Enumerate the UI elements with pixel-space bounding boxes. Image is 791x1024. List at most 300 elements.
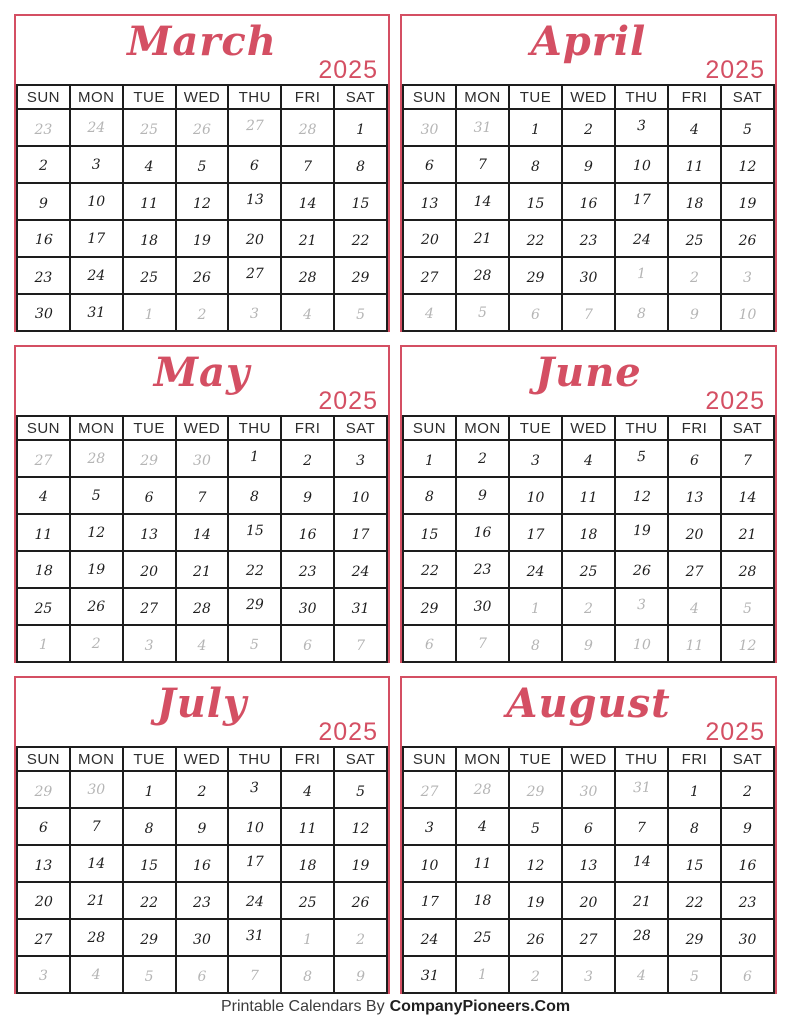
month-title: April	[530, 18, 647, 65]
day-number: 20	[579, 895, 598, 911]
week-row	[403, 882, 774, 919]
day-number: 15	[526, 196, 545, 212]
day-cell	[70, 146, 123, 183]
week-row	[17, 808, 387, 845]
day-cell	[334, 183, 387, 220]
day-cell	[509, 588, 562, 625]
day-cell	[562, 551, 615, 588]
month-title: June	[535, 349, 642, 396]
day-cell	[721, 440, 774, 477]
day-cell	[509, 514, 562, 551]
day-number: 29	[351, 270, 370, 286]
day-number: 8	[356, 159, 365, 175]
day-cell	[509, 771, 562, 808]
month-title: March	[127, 18, 277, 65]
day-cell	[123, 514, 176, 551]
day-header-row	[17, 747, 387, 771]
day-number: 10	[420, 858, 439, 874]
day-cell	[70, 625, 123, 662]
day-cell	[509, 625, 562, 662]
day-cell	[721, 514, 774, 551]
day-cell	[334, 845, 387, 882]
day-number: 12	[351, 821, 370, 837]
day-cell	[281, 294, 334, 331]
day-number: 1	[690, 784, 699, 800]
day-number: 21	[298, 233, 317, 249]
day-cell	[668, 588, 721, 625]
day-number: 11	[685, 638, 704, 654]
day-number: 1	[144, 307, 154, 323]
day-cell	[456, 146, 509, 183]
day-cell	[509, 294, 562, 331]
day-cell	[668, 294, 721, 331]
day-number: 15	[140, 858, 159, 874]
day-cell	[456, 956, 509, 993]
day-cell	[228, 514, 281, 551]
day-number: 27	[140, 601, 159, 617]
day-header: MON	[456, 747, 509, 771]
day-cell	[228, 477, 281, 514]
day-number: 5	[356, 784, 365, 800]
day-header: FRI	[281, 85, 334, 109]
day-number: 31	[632, 779, 651, 797]
day-number: 11	[685, 159, 704, 175]
day-cell	[17, 808, 70, 845]
day-cell	[615, 220, 668, 257]
day-cell	[123, 845, 176, 882]
day-number: 12	[738, 638, 757, 654]
day-cell	[562, 146, 615, 183]
day-cell	[334, 109, 387, 146]
day-cell	[70, 771, 123, 808]
day-number: 25	[685, 233, 704, 249]
day-cell	[668, 477, 721, 514]
day-number: 3	[38, 967, 49, 985]
day-number: 26	[193, 270, 211, 286]
day-cell	[721, 109, 774, 146]
day-number: 28	[298, 270, 317, 286]
day-number: 3	[531, 453, 540, 469]
day-header: SAT	[721, 85, 774, 109]
week-row	[403, 956, 774, 993]
day-cell	[403, 183, 456, 220]
day-cell	[615, 183, 668, 220]
day-number: 10	[87, 194, 106, 210]
week-row	[403, 845, 774, 882]
day-cell	[334, 146, 387, 183]
day-number: 6	[531, 307, 540, 323]
month-header	[16, 347, 388, 415]
day-number: 30	[579, 270, 598, 286]
day-cell	[615, 919, 668, 956]
day-number: 27	[34, 932, 53, 948]
day-number: 4	[584, 453, 593, 469]
day-cell	[123, 551, 176, 588]
week-row	[17, 919, 387, 956]
day-cell	[403, 771, 456, 808]
day-number: 10	[245, 819, 264, 837]
day-number: 12	[87, 525, 106, 541]
day-cell	[509, 183, 562, 220]
day-cell	[70, 845, 123, 882]
day-cell	[70, 919, 123, 956]
day-cell	[721, 183, 774, 220]
day-header: THU	[228, 747, 281, 771]
day-number: 5	[636, 448, 647, 466]
day-number: 6	[424, 157, 435, 175]
day-header: FRI	[281, 416, 334, 440]
day-cell	[615, 257, 668, 294]
day-number: 2	[356, 932, 365, 948]
day-cell	[123, 440, 176, 477]
day-number: 18	[298, 858, 317, 874]
day-cell	[509, 956, 562, 993]
day-number: 5	[144, 969, 154, 985]
day-cell	[281, 183, 334, 220]
day-number: 6	[303, 638, 313, 654]
day-number: 14	[298, 196, 317, 212]
day-number: 24	[87, 268, 106, 284]
day-cell	[228, 771, 281, 808]
day-number: 1	[636, 265, 647, 283]
day-number: 9	[356, 969, 365, 985]
day-number: 6	[743, 969, 752, 985]
month-year: 2025	[705, 718, 765, 746]
day-cell	[456, 477, 509, 514]
day-cell	[509, 551, 562, 588]
day-header: FRI	[668, 416, 721, 440]
day-cell	[668, 109, 721, 146]
day-number: 17	[351, 527, 370, 543]
day-cell	[281, 257, 334, 294]
day-number: 24	[351, 564, 370, 580]
day-number: 31	[245, 927, 264, 945]
day-header: SAT	[334, 85, 387, 109]
week-row	[403, 220, 774, 257]
day-number: 5	[250, 636, 260, 654]
day-cell	[70, 514, 123, 551]
day-number: 16	[298, 527, 317, 543]
day-number: 19	[526, 895, 545, 911]
day-cell	[721, 551, 774, 588]
day-number: 29	[526, 270, 545, 286]
day-number: 30	[34, 305, 53, 323]
day-number: 20	[420, 231, 439, 249]
day-number: 8	[531, 159, 540, 175]
day-cell	[668, 919, 721, 956]
day-cell	[228, 109, 281, 146]
day-header: SAT	[721, 747, 774, 771]
day-cell	[281, 588, 334, 625]
week-row	[17, 183, 387, 220]
day-number: 15	[685, 858, 704, 874]
day-cell	[70, 220, 123, 257]
day-cell	[334, 477, 387, 514]
day-cell	[17, 183, 70, 220]
week-row	[17, 771, 387, 808]
day-number: 2	[197, 784, 207, 800]
day-cell	[456, 808, 509, 845]
week-row	[403, 477, 774, 514]
day-number: 3	[91, 157, 101, 173]
day-cell	[456, 588, 509, 625]
day-header: FRI	[281, 747, 334, 771]
day-cell	[228, 919, 281, 956]
day-number: 7	[478, 636, 487, 652]
day-number: 11	[579, 490, 598, 506]
day-number: 14	[87, 856, 106, 872]
day-number: 16	[193, 858, 211, 874]
day-cell	[334, 588, 387, 625]
day-cell	[17, 771, 70, 808]
day-number: 15	[351, 196, 370, 212]
month-title: May	[153, 349, 251, 396]
day-number: 8	[250, 488, 260, 506]
day-cell	[228, 551, 281, 588]
week-row	[403, 514, 774, 551]
day-cell	[334, 257, 387, 294]
day-number: 1	[303, 932, 313, 948]
week-row	[17, 109, 387, 146]
day-cell	[615, 146, 668, 183]
day-cell	[228, 625, 281, 662]
day-cell	[509, 477, 562, 514]
day-cell	[668, 220, 721, 257]
day-number: 5	[743, 601, 752, 617]
day-number: 7	[303, 159, 313, 175]
day-number: 5	[356, 307, 365, 323]
day-cell	[17, 514, 70, 551]
day-number: 19	[351, 858, 370, 874]
day-cell	[17, 625, 70, 662]
day-number: 28	[87, 930, 106, 946]
month-block-june	[400, 345, 777, 663]
day-cell	[721, 919, 774, 956]
day-number: 3	[250, 305, 260, 323]
day-cell	[403, 919, 456, 956]
day-cell	[721, 808, 774, 845]
day-number: 8	[636, 305, 647, 323]
day-cell	[123, 956, 176, 993]
day-number: 4	[690, 601, 699, 617]
day-cell	[456, 514, 509, 551]
day-cell	[721, 625, 774, 662]
day-number: 1	[250, 448, 260, 466]
day-header: MON	[70, 747, 123, 771]
day-cell	[456, 551, 509, 588]
day-header: SAT	[334, 416, 387, 440]
day-cell	[456, 183, 509, 220]
day-cell	[281, 440, 334, 477]
day-number: 30	[473, 599, 492, 615]
day-number: 3	[636, 117, 647, 135]
day-number: 21	[738, 527, 757, 543]
day-cell	[721, 294, 774, 331]
day-number: 10	[526, 490, 545, 506]
day-number: 18	[579, 527, 598, 543]
day-number: 29	[685, 932, 704, 948]
day-cell	[123, 146, 176, 183]
day-number: 18	[473, 893, 492, 909]
day-number: 3	[636, 596, 647, 614]
day-cell	[562, 294, 615, 331]
day-number: 2	[38, 157, 49, 175]
day-cell	[123, 257, 176, 294]
day-cell	[281, 845, 334, 882]
day-header: WED	[176, 85, 229, 109]
day-number: 29	[245, 596, 264, 614]
day-cell	[403, 514, 456, 551]
day-cell	[403, 440, 456, 477]
day-cell	[456, 919, 509, 956]
day-number: 26	[193, 122, 211, 138]
day-cell	[334, 625, 387, 662]
day-cell	[176, 440, 229, 477]
day-cell	[456, 882, 509, 919]
month-grid	[402, 84, 775, 332]
day-header: MON	[70, 85, 123, 109]
day-cell	[228, 294, 281, 331]
day-number: 4	[91, 967, 101, 983]
month-year: 2025	[318, 718, 378, 746]
day-number: 13	[34, 858, 53, 874]
day-number: 4	[690, 122, 699, 138]
footer-prefix: Printable Calendars By	[220, 998, 385, 1015]
week-row	[17, 625, 387, 662]
day-cell	[334, 551, 387, 588]
day-cell	[17, 551, 70, 588]
day-number: 2	[303, 453, 313, 469]
day-cell	[721, 845, 774, 882]
day-header: FRI	[668, 747, 721, 771]
day-number: 13	[685, 490, 704, 506]
day-number: 22	[140, 895, 159, 911]
week-row	[17, 882, 387, 919]
day-cell	[176, 257, 229, 294]
day-cell	[509, 919, 562, 956]
day-header-row	[403, 416, 774, 440]
day-cell	[281, 146, 334, 183]
day-number: 3	[356, 453, 365, 469]
day-number: 30	[298, 601, 317, 617]
day-cell	[228, 882, 281, 919]
day-header: WED	[562, 85, 615, 109]
day-cell	[668, 551, 721, 588]
day-number: 6	[424, 636, 435, 654]
day-number: 2	[690, 270, 699, 286]
day-cell	[615, 845, 668, 882]
day-number: 1	[531, 601, 540, 617]
day-cell	[562, 220, 615, 257]
day-number: 3	[743, 270, 752, 286]
day-number: 13	[140, 527, 159, 543]
day-number: 19	[632, 522, 651, 540]
day-number: 28	[632, 927, 651, 945]
day-number: 7	[250, 967, 260, 985]
day-cell	[562, 956, 615, 993]
day-header: TUE	[123, 85, 176, 109]
day-cell	[176, 514, 229, 551]
day-cell	[509, 440, 562, 477]
day-cell	[509, 109, 562, 146]
day-cell	[668, 440, 721, 477]
day-cell	[403, 588, 456, 625]
day-number: 25	[140, 270, 159, 286]
day-number: 17	[245, 853, 264, 871]
day-cell	[281, 477, 334, 514]
day-header: SAT	[721, 416, 774, 440]
week-row	[17, 440, 387, 477]
day-number: 8	[144, 821, 154, 837]
day-number: 5	[743, 122, 752, 138]
day-cell	[403, 845, 456, 882]
month-block-march	[14, 14, 390, 332]
day-number: 25	[473, 930, 492, 946]
day-number: 30	[193, 453, 211, 469]
day-number: 23	[579, 233, 598, 249]
day-cell	[615, 109, 668, 146]
day-number: 25	[140, 122, 159, 138]
day-number: 8	[531, 638, 540, 654]
day-cell	[176, 588, 229, 625]
day-cell	[721, 257, 774, 294]
day-number: 9	[584, 638, 593, 654]
day-cell	[70, 183, 123, 220]
week-row	[403, 625, 774, 662]
week-row	[17, 294, 387, 331]
day-cell	[456, 625, 509, 662]
day-header: SUN	[17, 747, 70, 771]
day-number: 14	[632, 853, 651, 871]
day-cell	[334, 220, 387, 257]
day-cell	[70, 440, 123, 477]
day-cell	[228, 146, 281, 183]
day-number: 2	[743, 784, 752, 800]
day-cell	[334, 882, 387, 919]
day-cell	[668, 845, 721, 882]
day-number: 20	[140, 564, 159, 580]
day-number: 29	[34, 784, 53, 800]
day-number: 4	[424, 305, 435, 323]
day-number: 31	[87, 305, 106, 321]
day-number: 4	[197, 638, 207, 654]
day-number: 7	[636, 819, 647, 837]
day-number: 27	[420, 270, 439, 286]
day-header: MON	[456, 416, 509, 440]
day-number: 7	[743, 453, 752, 469]
day-cell	[403, 551, 456, 588]
day-cell	[456, 220, 509, 257]
day-number: 9	[303, 490, 313, 506]
month-year: 2025	[705, 56, 765, 84]
day-cell	[281, 808, 334, 845]
day-number: 21	[87, 893, 106, 909]
day-cell	[721, 588, 774, 625]
day-number: 10	[351, 490, 370, 506]
day-number: 28	[87, 451, 106, 467]
day-cell	[228, 808, 281, 845]
day-number: 24	[526, 564, 545, 580]
month-header	[402, 16, 775, 84]
day-cell	[562, 845, 615, 882]
day-number: 29	[420, 601, 439, 617]
day-number: 13	[420, 196, 439, 212]
day-cell	[176, 294, 229, 331]
day-cell	[721, 477, 774, 514]
day-header: TUE	[123, 416, 176, 440]
day-number: 6	[250, 157, 260, 175]
day-cell	[334, 440, 387, 477]
